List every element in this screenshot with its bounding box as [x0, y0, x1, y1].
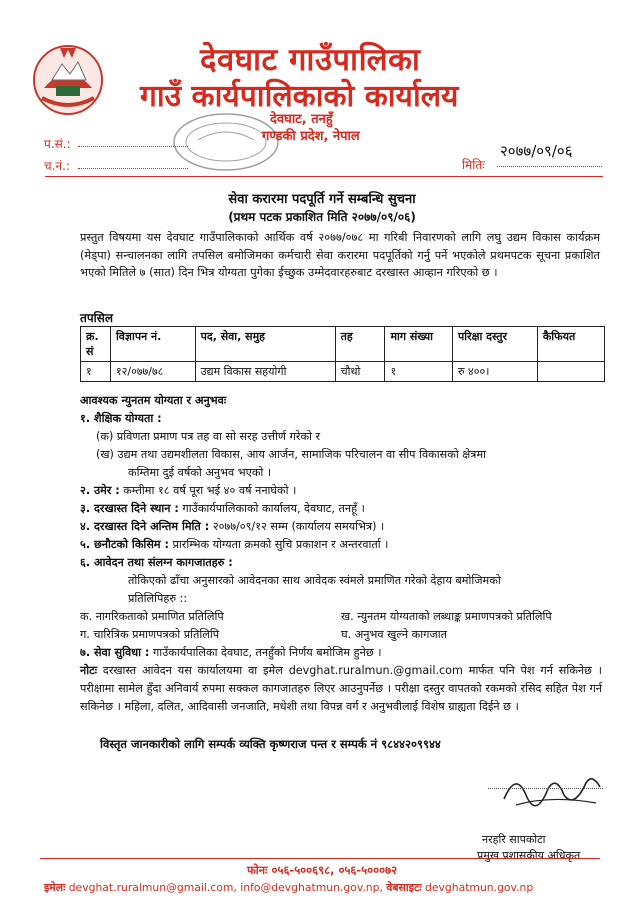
documents-row-2: [80, 626, 602, 644]
service-facility: [80, 644, 602, 662]
office-stamp-icon: [168, 110, 286, 174]
place-label: ३. दरखास्त दिने स्थान :: [80, 502, 179, 515]
note-label: नोटः: [80, 664, 98, 677]
office-title-line2: गाउँ कार्यपालिकाको कार्यालय: [140, 79, 459, 114]
age-requirement: [80, 482, 602, 500]
signature-icon: [496, 765, 606, 815]
education-heading: १. शैक्षिक योग्यता :: [80, 412, 162, 425]
date-line: [497, 166, 602, 167]
date-value: २०७७/०९/०६: [500, 142, 573, 160]
table-header-cell: माग संख्या: [385, 327, 453, 362]
notice-intro-paragraph: प्रस्तुत विषयमा यस देवघाट गाउँपालिकाको आर्थिक वर्ष २०७७/०७८ मा गरिबी निवारणको लागि लघु उद्यम विकास कार्यक्रम (मेड्पा) सन्चालनका लागि तपसिल बमोजिमका कर्मचारी सेवा करारमा पदपूर्तिको गर्नु पर्ने भएकोले प्रथमपटक सूचना प्रकाशित भएको मितिले ७ (सात) दिन भित्र योग्यता पुगेका ईच्छुक उम्मेदवारहरुबाट दरखास्त आव्हान गरिएको छ ।: [80, 231, 600, 279]
nepal-emblem-icon: [30, 40, 106, 116]
contact-line: विस्तृत जानकारीको लागि सम्पर्क व्यक्ति कृष्णराज पन्त र सम्पर्क नं ९८४४२०९९४४: [100, 737, 441, 751]
table-cell: [537, 362, 604, 382]
header-divider: [45, 176, 603, 177]
signature-line: [488, 788, 603, 789]
vacancy-table: [80, 326, 605, 382]
table-cell: चौथो: [335, 362, 385, 382]
document-item: घ. अनुभव खुल्ने कागजात: [341, 628, 447, 641]
table-cell: १: [81, 362, 111, 382]
document-item: ग. चारित्रिक प्रमाणपत्रको प्रतिलिपि: [80, 628, 220, 641]
note-text: दरखास्त आवेदन यस कार्यालयमा वा इमेल devghat.ruralmun.@gmail.com मार्फत पनि पेश गर्न सकिनेछ । परीक्षामा सामेल हुँदा अनिवार्य रुपमा सक्कल कागजातहरु लिएर आउनुपर्नेछ । परीक्षा दस्तुर वापतको रकमको रसिद सहित पेश गर्न सकिनेछ । महिला, दलित, आदिवासी जनजाति, मधेशी तथा विपन्न वर्ग र अनुभवीलाई विशेष ग्राह्यता दिईने छ ।: [80, 664, 602, 713]
office-address-line1: देवघाट, तनहुँ: [270, 112, 333, 127]
footer-web-label: वेबसाइटः: [386, 881, 422, 894]
age-text: कम्तीमा १८ वर्ष पूरा भई ४० वर्ष ननाघेको ।: [123, 484, 297, 497]
table-header-cell: तह: [335, 327, 385, 362]
deadline-text: २०७७/०९/१२ सम्म (कार्यालय समयभित्र) ।: [212, 520, 385, 533]
document-item: ख. न्युनतम योग्यताको लब्धाङ्क प्रमाणपत्रको प्रतिलिपि: [341, 610, 552, 623]
document-item: क. नागरिकताको प्रमाणित प्रतिलिपि: [80, 610, 224, 623]
documents-intro-cont: प्रतिलिपिहरु ::: [128, 592, 188, 605]
note-paragraph: [80, 662, 602, 716]
tapasil-label: तपसिल: [80, 311, 114, 325]
education-item-a: (क) प्रविणता प्रमाण पत्र तह वा सो सरह उत्तीर्ण गरेको र: [96, 430, 321, 443]
facility-label: ७. सेवा सुविधा :: [80, 646, 150, 659]
table-header-cell: पद, सेवा, समुह: [195, 327, 335, 362]
age-label: २. उमेर :: [80, 484, 120, 497]
footer-divider: [40, 858, 600, 859]
table-cell: रु ४००।: [452, 362, 537, 382]
table-header-cell: परिक्षा दस्तुर: [452, 327, 537, 362]
signatory-name: नरहरि सापकोटा: [482, 833, 546, 846]
notice-subject: सेवा करारमा पदपूर्ति गर्ने सम्बन्धि सुचना: [228, 192, 416, 207]
office-address-line2: गण्डकी प्रदेश, नेपाल: [262, 129, 360, 144]
application-deadline: [80, 518, 602, 536]
footer-website-link[interactable]: devghatmun.gov.np: [425, 881, 534, 894]
date-label: मितिः: [462, 158, 485, 172]
footer-email-label: इमेलः: [44, 881, 66, 894]
documents-row-1: [80, 608, 602, 626]
method-text: प्रारम्भिक योग्यता क्रमको सुचि प्रकाशन र अन्तरवार्ता ।: [172, 538, 389, 551]
office-title-line1: देवघाट गाउँपालिका: [200, 42, 421, 78]
table-header-cell: कैफियत: [537, 327, 604, 362]
footer-phone: फोनः ०५६-५००६९८, ०५६-५०००७२: [246, 863, 398, 877]
table-header-cell: क्र. सं: [81, 327, 111, 362]
footer-emails[interactable]: devghat.ruralmun@gmail.com, info@devghatmun.gov.np,: [68, 881, 383, 894]
documents-intro: तोकिएको ढाँचा अनुसारको आवेदनका साथ आवेदक स्वंमले प्रमाणित गरेको देहाय बमोजिमको: [128, 574, 501, 587]
place-text: गाउँकार्यपालिकाको कार्यालय, देवघाट, तनहूँ ।: [182, 502, 365, 515]
ref-number-label: प.सं.:: [44, 137, 71, 151]
notice-publish-date: (प्रथम पटक प्रकाशित मिति २०७७/०९/०६): [228, 210, 416, 224]
ref-number-line: [78, 146, 188, 147]
footer-contacts: [44, 880, 533, 895]
education-item-b-cont: कम्तिमा दुई वर्षको अनुभव भएको ।: [128, 466, 272, 479]
facility-text: गाउँकार्यपालिका देवघाट, तनहुँको निर्णय बमोजिम हुनेछ ।: [152, 646, 382, 659]
education-item-b: (ख) उद्यम तथा उद्यमशीलता विकास, आय आर्जन, सामाजिक परिचालन वा सीप विकासको क्षेत्रमा: [96, 448, 487, 461]
requirements-heading: आवश्यक न्युनतम योग्यता र अनुभवः: [80, 394, 227, 407]
chalani-number-line: [78, 168, 188, 169]
table-cell: १: [385, 362, 453, 382]
application-place: [80, 500, 602, 518]
table-header-cell: विज्ञापन नं.: [110, 327, 195, 362]
table-cell: १२/०७७/७८: [110, 362, 195, 382]
deadline-label: ४. दरखास्त दिने अन्तिम मिति :: [80, 520, 210, 533]
documents-heading: ६. आवेदन तथा संलग्न कागजातहरु :: [80, 556, 233, 569]
table-cell: उद्यम विकास सहयोगी: [195, 362, 335, 382]
selection-method: [80, 536, 602, 554]
table-row: [81, 362, 605, 382]
method-label: ५. छनौटको किसिम :: [80, 538, 169, 551]
table-header-row: [81, 327, 605, 362]
chalani-number-label: च.नं.:: [44, 159, 70, 173]
signatory-designation: प्रमुख प्रशासकीय अधिकृत: [477, 849, 581, 862]
requirements-section: [80, 392, 602, 716]
